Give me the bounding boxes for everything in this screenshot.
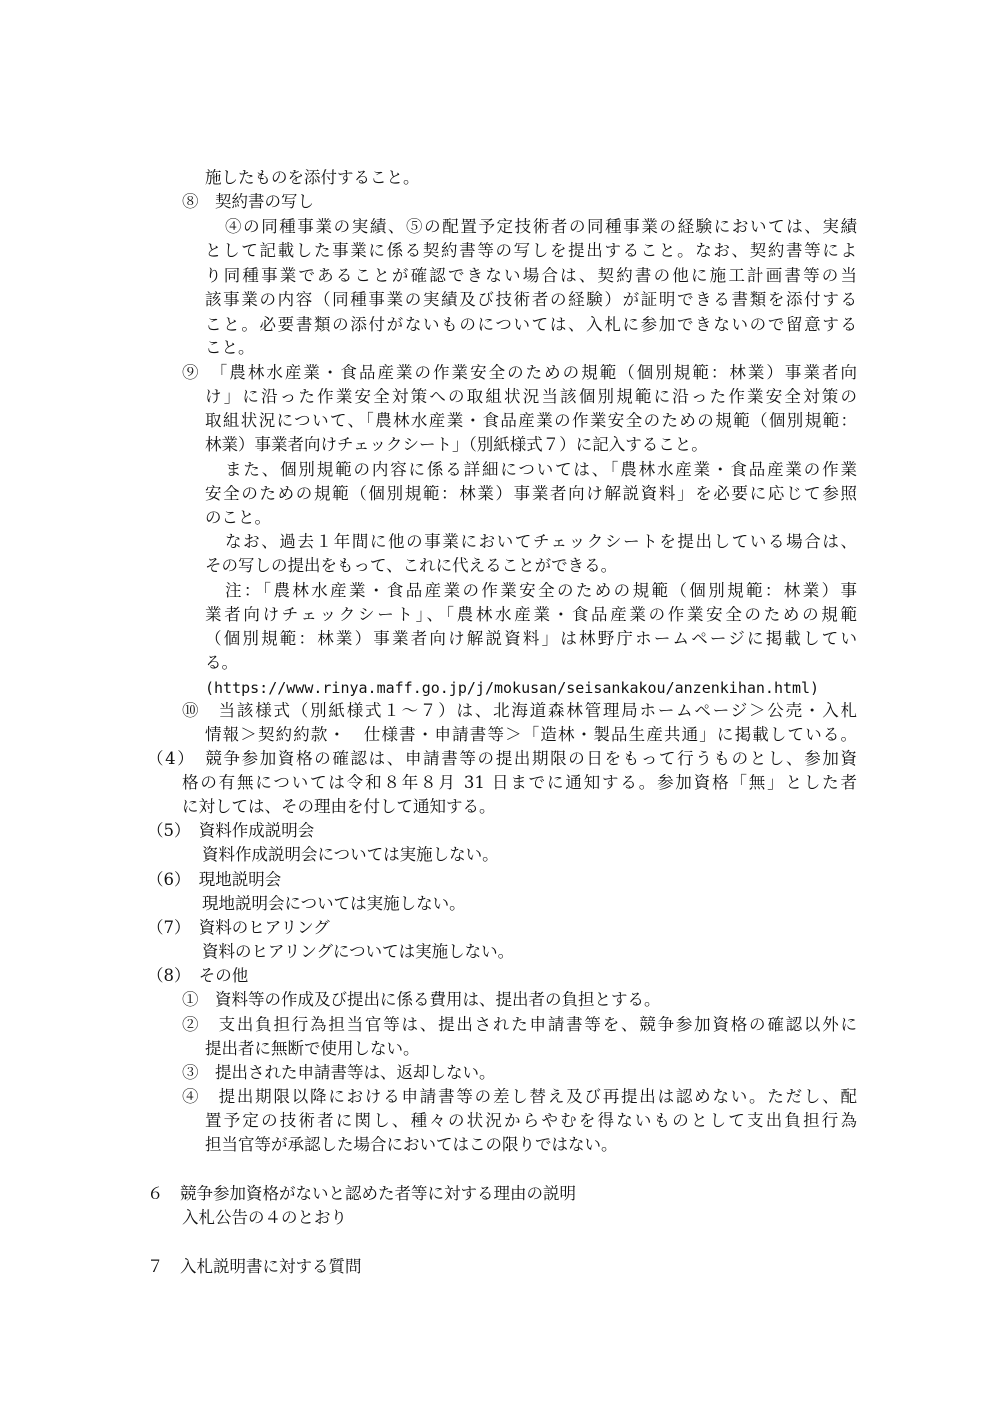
text-line: 施したものを添付すること。: [205, 168, 420, 187]
note-line: 業者向けチェックシート」、「農林水産業・食品産業の作業安全のための規範: [205, 605, 857, 624]
section-heading-6: ６ 競争参加資格がないと認めた者等に対する理由の説明: [147, 1184, 576, 1203]
text-line: 情報＞契約約款・ 仕様書・申請書等＞「造林・製品生産共通」に掲載している。: [205, 725, 857, 744]
text-line: 置予定の技術者に関し、種々の状況からやむを得ないものとして支出負担行為: [205, 1111, 857, 1130]
text-line: また、個別規範の内容に係る詳細については、「農林水産業・食品産業の作業: [225, 460, 857, 479]
text-line: に対しては、その理由を付して通知する。: [182, 797, 496, 816]
text-line: こと。必要書類の添付がないものについては、入札に参加できないので留意する: [205, 315, 857, 334]
text-line: り同種事業であることが確認できない場合は、契約書の他に施工計画書等の当: [205, 266, 857, 285]
note-line: る。: [205, 653, 238, 672]
url-text: (https://www.rinya.maff.go.jp/j/mokusan/seisankakou/anzenkihan.html): [205, 679, 820, 697]
item-8-heading: ⑧ 契約書の写し: [182, 192, 314, 211]
text-line: のこと。: [205, 508, 271, 527]
text-line: 提出者に無断で使用しない。: [205, 1039, 420, 1058]
text-line: なお、過去１年間に他の事業においてチェックシートを提出している場合は、: [225, 532, 857, 551]
section-4-heading: （4） 競争参加資格の確認は、申請書等の提出期限の日をもって行うものとし、参加資: [147, 749, 857, 768]
text-line: 入札公告の４のとおり: [182, 1208, 347, 1227]
list-item: ④ 提出期限以降における申請書等の差し替え及び再提出は認めない。ただし、配: [182, 1087, 857, 1106]
text-line: 現地説明会については実施しない。: [202, 894, 466, 913]
text-line: 担当官等が承認した場合においてはこの限りではない。: [205, 1135, 618, 1154]
text-line: 該事業の内容（同種事業の実績及び技術者の経験）が証明できる書類を添付する: [205, 290, 857, 309]
text-line: 資料作成説明会については実施しない。: [202, 845, 499, 864]
section-8-heading: （8） その他: [147, 966, 249, 985]
text-line: 取組状況について、「農林水産業・食品産業の作業安全のための規範（個別規範：: [205, 411, 857, 430]
section-heading-7: ７ 入札説明書に対する質問: [147, 1257, 362, 1276]
section-5-heading: （5） 資料作成説明会: [147, 821, 315, 840]
text-line: 安全のための規範（個別規範：林業）事業者向け解説資料」を必要に応じて参照: [205, 484, 857, 503]
item-9-heading: ⑨ 「農林水産業・食品産業の作業安全のための規範（個別規範：林業）事業者向: [182, 363, 857, 382]
list-item: ③ 提出された申請書等は、返却しない。: [182, 1063, 496, 1082]
text-line: 格の有無については令和８年８月 31 日までに通知する。参加資格「無」とした者: [182, 773, 857, 792]
section-6-heading: （6） 現地説明会: [147, 870, 282, 889]
list-item: ① 資料等の作成及び提出に係る費用は、提出者の負担とする。: [182, 990, 661, 1009]
note-line: 注：「農林水産業・食品産業の作業安全のための規範（個別規範：林業）事: [225, 581, 857, 600]
section-7-heading: （7） 資料のヒアリング: [147, 918, 330, 937]
text-line: その写しの提出をもって、これに代えることができる。: [205, 556, 618, 575]
text-line: ④の同種事業の実績、⑤の配置予定技術者の同種事業の経験においては、実績: [225, 217, 857, 236]
text-line: こと。: [205, 338, 255, 357]
text-line: け」に沿った作業安全対策への取組状況当該個別規範に沿った作業安全対策の: [205, 387, 857, 406]
text-line: として記載した事業に係る契約書等の写しを提出すること。なお、契約書等によ: [205, 241, 857, 260]
note-line: （個別規範：林業）事業者向け解説資料」は林野庁ホームページに掲載してい: [205, 629, 857, 648]
list-item: ② 支出負担行為担当官等は、提出された申請書等を、競争参加資格の確認以外に: [182, 1015, 857, 1034]
text-line: 資料のヒアリングについては実施しない。: [202, 942, 515, 961]
text-line: 林業）事業者向けチェックシート」（別紙様式７）に記入すること。: [205, 435, 708, 454]
item-10-heading: ⑩ 当該様式（別紙様式１～７）は、北海道森林管理局ホームページ＞公売・入札: [182, 701, 857, 720]
